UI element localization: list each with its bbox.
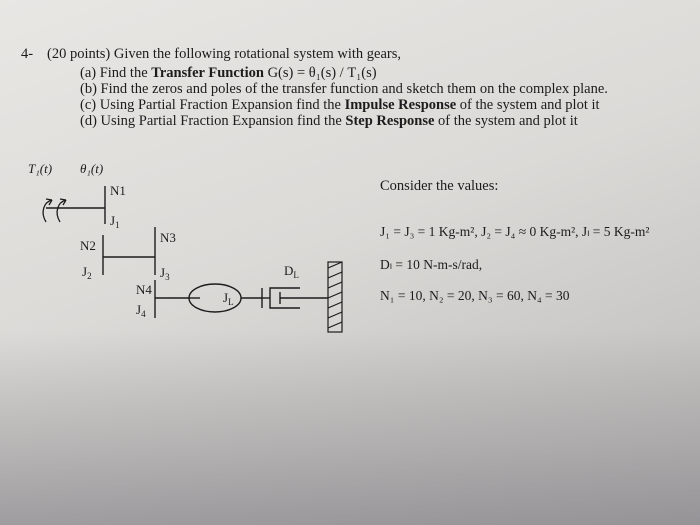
values-damping: Dₗ = 10 N-m-s/rad, bbox=[380, 257, 483, 272]
fixed-wall bbox=[328, 262, 342, 332]
part-c-suffix: of the system and plot it bbox=[456, 97, 600, 113]
part-c-bold: Impulse Response bbox=[344, 97, 457, 113]
inertia-j4-label: $J_4$ bbox=[136, 302, 146, 319]
inertia-j2-label: $J_2$ bbox=[82, 264, 92, 281]
gear-n1-label: N1 bbox=[110, 183, 126, 198]
part-c bbox=[80, 97, 600, 114]
values-gear-teeth: N₁ = 10, N₂ = 20, N₃ = 60, N₄ = 30 bbox=[380, 288, 570, 303]
damper-dl-label: $D_L$ bbox=[284, 263, 299, 280]
values-title: Consider the values: bbox=[380, 178, 499, 194]
page-shadow bbox=[0, 330, 700, 525]
gear-n4-label: N4 bbox=[136, 282, 152, 297]
part-d bbox=[80, 113, 578, 130]
problem-number: 4- bbox=[21, 46, 34, 62]
inertia-j1-label: $J_1$ bbox=[110, 213, 120, 230]
shaft-2 bbox=[103, 227, 155, 275]
angle-label: θ₁(t) bbox=[80, 161, 104, 176]
inertia-j3-label: $J_3$ bbox=[160, 265, 170, 282]
damper-dl bbox=[262, 288, 328, 308]
part-a bbox=[80, 65, 377, 82]
gear-system-diagram bbox=[0, 150, 370, 340]
inertia-jl-label: $J_L$ bbox=[223, 290, 234, 307]
part-d-bold: Step Response bbox=[345, 113, 435, 129]
part-a-bold: Transfer Function bbox=[151, 65, 264, 81]
part-b bbox=[80, 81, 608, 98]
shaft-1 bbox=[46, 186, 105, 224]
shaft-3 bbox=[155, 280, 262, 318]
torque-arrows bbox=[43, 199, 66, 222]
part-d-prefix: (d) Using Partial Fraction Expansion find the bbox=[80, 113, 346, 129]
part-a-prefix: (a) Find the bbox=[80, 65, 152, 81]
gear-n2-label: N2 bbox=[80, 238, 96, 253]
values-inertias: J₁ = J₃ = 1 Kg-m², J₂ = J₄ ≈ 0 Kg-m², Jₗ = 5 Kg-m² bbox=[380, 224, 650, 239]
part-d-suffix: of the system and plot it bbox=[434, 113, 578, 129]
part-a-suffix: G(s) = θ₁(s) / T₁(s) bbox=[263, 65, 377, 81]
problem-intro: (20 points) Given the following rotational system with gears, bbox=[47, 46, 401, 62]
torque-label: T₁(t) bbox=[28, 161, 53, 176]
part-c-prefix: (c) Using Partial Fraction Expansion find the bbox=[80, 97, 345, 113]
gear-n3-label: N3 bbox=[160, 230, 176, 245]
part-b-text: (b) Find the zeros and poles of the transfer function and sketch them on the complex plane. bbox=[80, 81, 608, 97]
